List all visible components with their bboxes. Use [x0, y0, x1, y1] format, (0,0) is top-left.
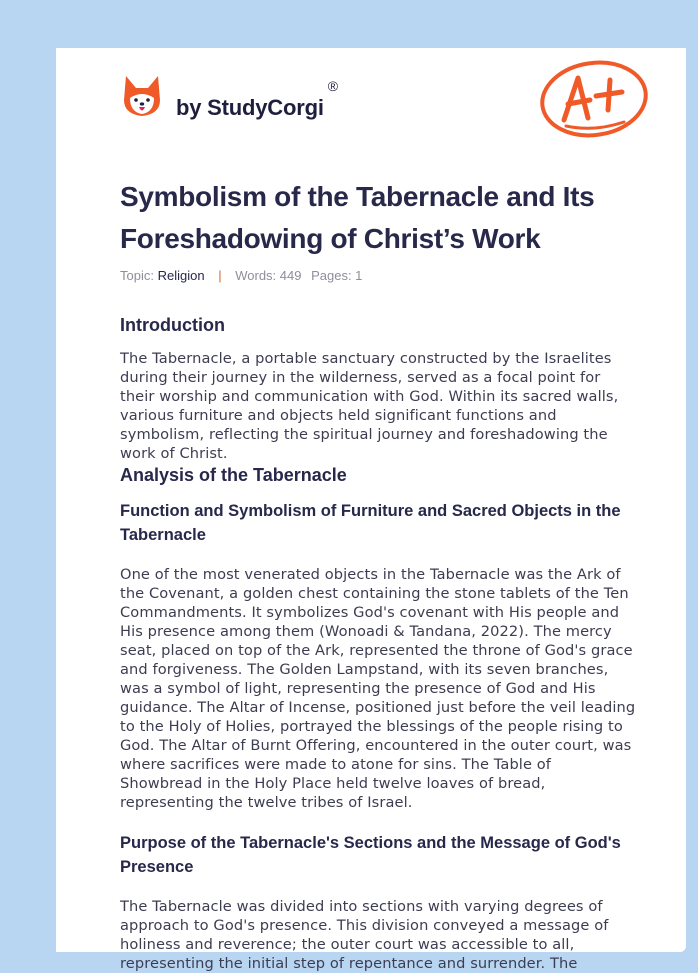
logo-text: by StudyCorgi	[176, 95, 324, 120]
studycorgi-logo[interactable]	[122, 76, 338, 120]
registered-mark: ®	[327, 78, 339, 94]
topic-label: Topic:	[120, 268, 154, 283]
section-heading-introduction: Introduction	[120, 315, 225, 335]
paragraph-purpose-sections: The Tabernacle was divided into sections with varying degrees of approach to God's presence. This division conveyed a message of holiness and reverence; the outer court was accessible to all, representing the initial step of repentance and surrender. The	[120, 898, 609, 972]
subheading-function-symbolism: Function and Symbolism of Furniture and Sacred Objects in the Tabernacle	[120, 502, 621, 544]
page-count: Pages: 1	[311, 268, 363, 283]
paragraph-function-symbolism: One of the most venerated objects in the Tabernacle was the Ark of the Covenant, a golden chest containing the stone tablets of the Ten Commandments. It symbolizes God's covenant with His people and His presence among them (Wonoadi & Tandana, 2022). The mercy seat, placed on top of the Ark, represented the throne of God's grace and forgiveness. The Golden Lampstand, with its seven branches, was a symbol of light, representing the presence of God and His guidance. The Altar of Incense, positioned just before the veil leading to the Holy of Holies, portrayed the blessings of the people rising to God. The Altar of Burnt Offering, encountered in the outer court, was where sacrifices were made to atone for sins. The Table of Showbread in the Holy Place held twelve loaves of bread, representing the twelve tribes of Israel.	[120, 566, 636, 811]
meta-separator: |	[218, 268, 222, 283]
section-heading-analysis: Analysis of the Tabernacle	[120, 465, 347, 485]
subheading-purpose-sections: Purpose of the Tabernacle's Sections and the Message of God's Presence	[120, 834, 621, 876]
grade-a-plus-badge	[538, 58, 650, 145]
article-meta	[120, 268, 362, 283]
topic-link[interactable]: Religion	[157, 268, 205, 283]
corgi-icon	[122, 74, 162, 123]
word-count: Words: 449	[235, 268, 302, 283]
page-title: Symbolism of the Tabernacle and Its Foreshadowing of Christ’s Work	[120, 181, 595, 254]
paragraph-introduction: The Tabernacle, a portable sanctuary constructed by the Israelites during their journey in the wilderness, served as a focal point for their worship and communication with God. Within its sacred walls, various furniture and objects held significant functions and symbolism, reflecting the spiritual journey and foreshadowing the work of Christ.	[120, 350, 619, 462]
